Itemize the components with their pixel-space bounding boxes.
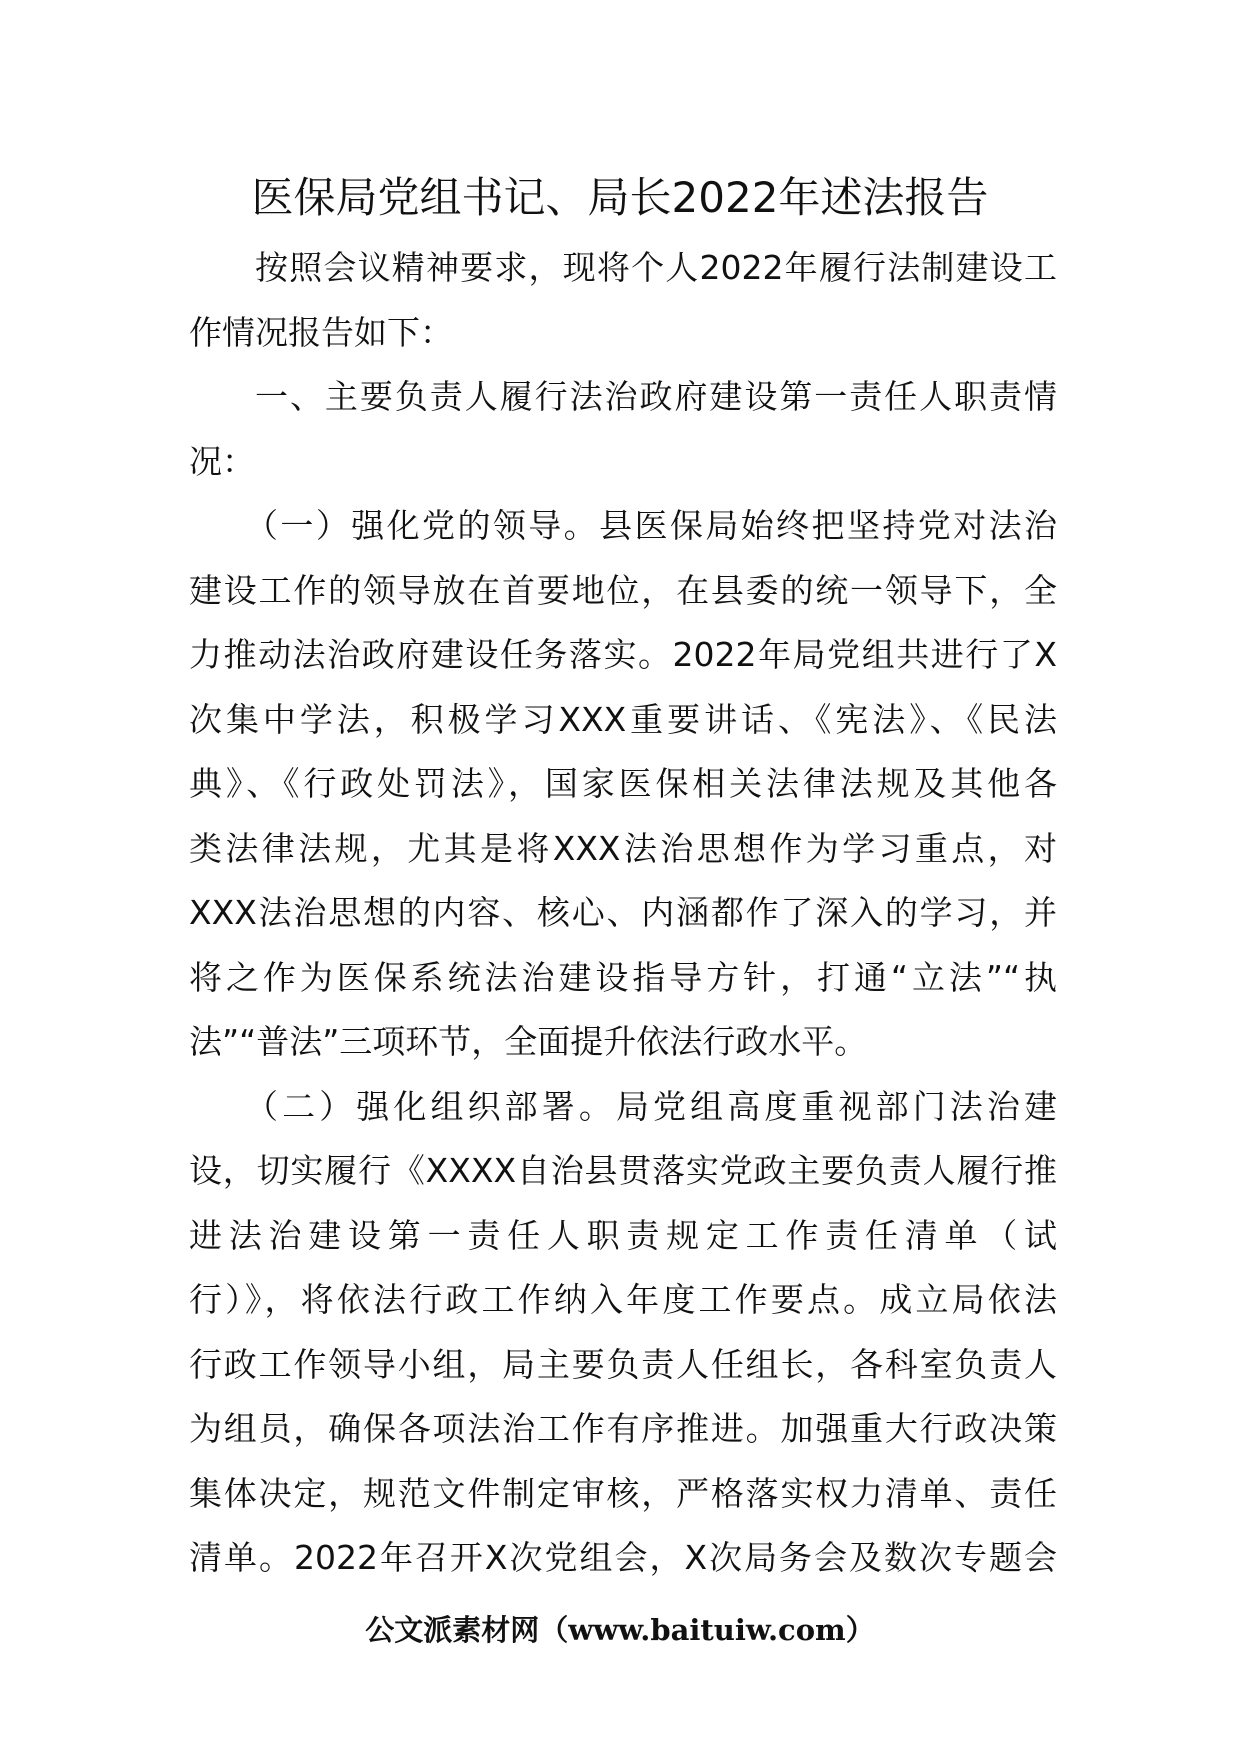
paragraph-line: 为组员，确保各项法治工作有序推进。加强重大行政决策	[189, 1409, 1057, 1448]
footer-watermark: 公文派素材网（www.baituiw.com）	[365, 1613, 875, 1647]
paragraph-line: 按照会议精神要求，现将个人2022年履行法制建设工	[255, 248, 1057, 287]
paragraph-line: 建设工作的领导放在首要地位，在县委的统一领导下，全	[189, 570, 1057, 610]
paragraph-line: XXX法治思想的内容、核心、内涵都作了深入的学习，并	[189, 893, 1057, 932]
paragraph-line: 作情况报告如下：	[189, 312, 453, 352]
paragraph-line: 法”“普法”三项环节，全面提升依法行政水平。	[189, 1022, 868, 1061]
document-body	[189, 236, 1057, 1591]
paragraph-line: 类法律法规，尤其是将XXX法治思想作为学习重点，对	[189, 828, 1057, 868]
paragraph-line: 将之作为医保系统法治建设指导方针，打通“立法”“执	[189, 957, 1057, 997]
section-heading-line: 况：	[189, 441, 255, 481]
paragraph-line: 设，切实履行《XXXX自治县贯落实党政主要负责人履行推	[189, 1151, 1057, 1190]
paragraph-line: 清单。2022年召开X次党组会，X次局务会及数次专题会	[189, 1538, 1057, 1577]
paragraph-line: （一）强化党的领导。县医保局始终把坚持党对法治	[245, 506, 1057, 545]
paragraph-line: 次集中学法，积极学习XXX重要讲话、《宪法》、《民法	[189, 699, 1057, 739]
paragraph-line: （二）强化组织部署。局党组高度重视部门法治建	[245, 1086, 1057, 1126]
paragraph-line: 行政工作领导小组，局主要负责人任组长，各科室负责人	[189, 1344, 1057, 1384]
paragraph-line: 集体决定，规范文件制定审核，严格落实权力清单、责任	[189, 1473, 1057, 1513]
document-title: 医保局党组书记、局长2022年述法报告	[251, 173, 989, 222]
paragraph-line: 典》、《行政处罚法》，国家医保相关法律法规及其他各	[189, 764, 1057, 803]
paragraph-line: 力推动法治政府建设任务落实。2022年局党组共进行了X	[189, 635, 1057, 674]
paragraph-line: 进法治建设第一责任人职责规定工作责任清单（试	[189, 1215, 1057, 1255]
paragraph-line: 行）》，将依法行政工作纳入年度工作要点。成立局依法	[189, 1280, 1057, 1319]
section-heading-line: 一、主要负责人履行法治政府建设第一责任人职责情	[255, 377, 1057, 416]
